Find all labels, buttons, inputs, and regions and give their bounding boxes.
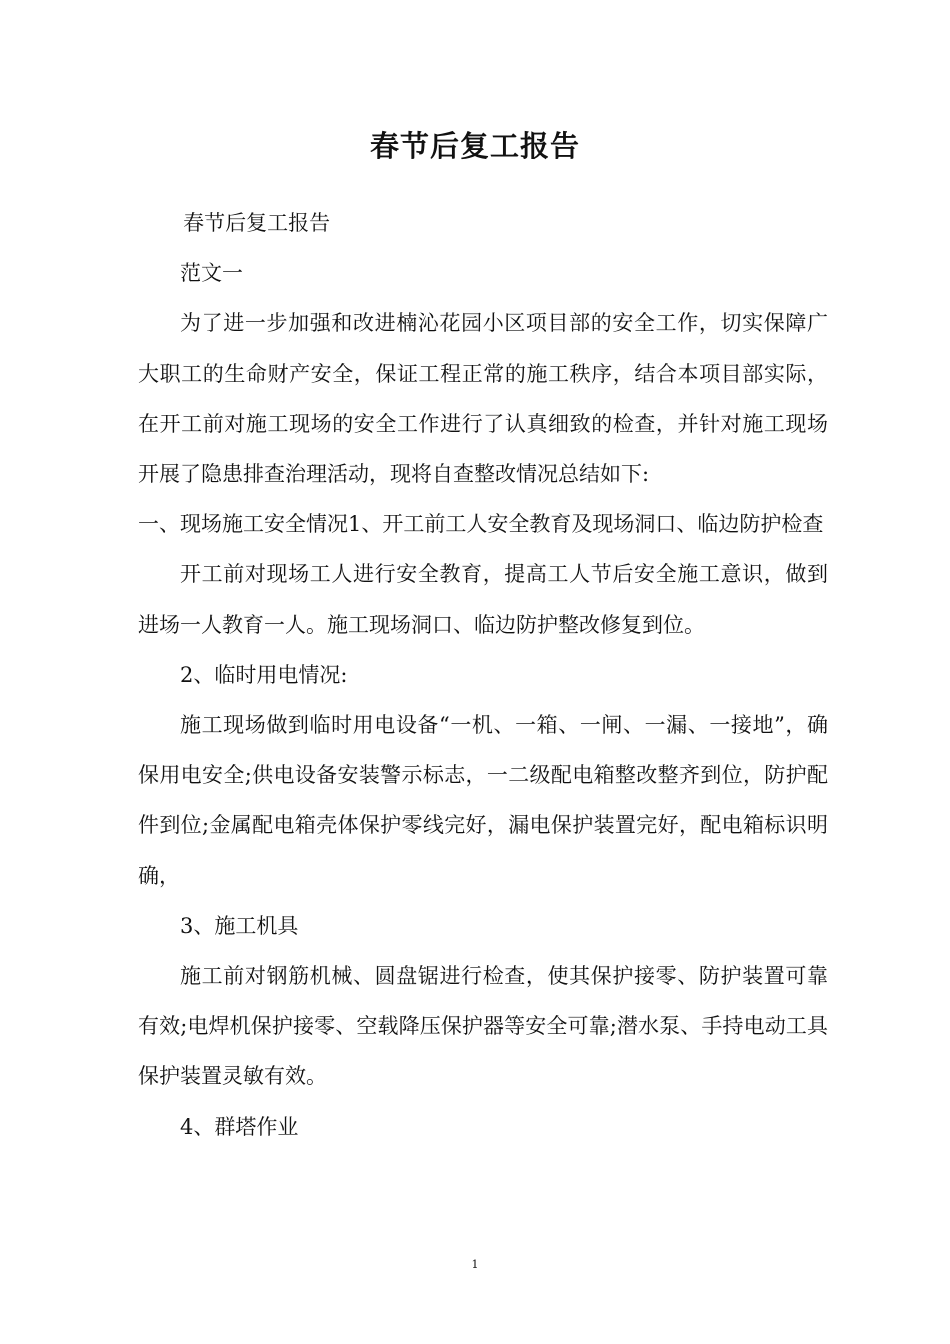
safety-education-paragraph: 开工前对现场工人进行安全教育，提高工人节后安全施工意识，做到进场一人教育一人。施工现场洞口、临边防护整改修复到位。 xyxy=(138,562,828,637)
document-body xyxy=(138,198,828,1152)
sample-label-paragraph: 范文一 xyxy=(180,261,243,286)
item-4-heading: 4、群塔作业 xyxy=(180,1114,299,1139)
subtitle-paragraph: 春节后复工报告 xyxy=(183,211,331,235)
intro-paragraph: 为了进一步加强和改进楠沁花园小区项目部的安全工作，切实保障广大职工的生命财产安全，保证工程正常的施工秩序，结合本项目部实际，在开工前对施工现场的安全工作进行了认真细致的检查，并针对施工现场开展了隐患排查治理活动，现将自查整改情况总结如下: xyxy=(138,311,828,487)
section-heading-paragraph: 一、现场施工安全情况1、开工前工人安全教育及现场洞口、临边防护检查 xyxy=(138,512,824,537)
item-2-heading: 2、临时用电情况: xyxy=(180,662,348,687)
machinery-paragraph: 施工前对钢筋机械、圆盘锯进行检查，使其保护接零、防护装置可靠有效;电焊机保护接零、空载降压保护器等安全可靠;潜水泵、手持电动工具保护装置灵敏有效。 xyxy=(138,964,828,1089)
document-title: 春节后复工报告 xyxy=(369,129,580,163)
item-3-heading: 3、施工机具 xyxy=(180,913,299,938)
electricity-paragraph: 施工现场做到临时用电设备“一机、一箱、一闸、一漏、一接地”，确保用电安全;供电设备安装警示标志，一二级配电箱整改整齐到位，防护配件到位;金属配电箱壳体保护零线完好，漏电保护装置完好，配电箱标识明确， xyxy=(138,713,828,888)
page-number: 1 xyxy=(471,1258,479,1271)
